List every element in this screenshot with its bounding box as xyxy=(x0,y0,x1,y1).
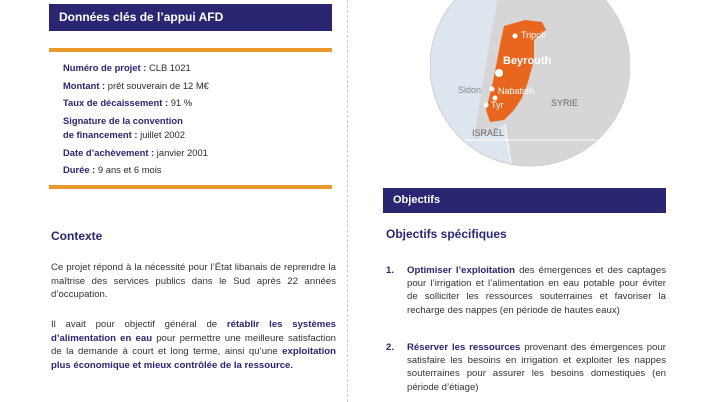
key-data-list xyxy=(63,61,323,181)
tripoli-dot xyxy=(513,34,518,39)
sidon-dot xyxy=(490,87,495,92)
bottom-orange-rule xyxy=(49,185,332,189)
label-syrie: SYRIE xyxy=(551,98,579,108)
label-nabatieh: Nabatieh xyxy=(498,86,535,96)
context-paragraph-1: Ce projet répond à la nécessité pour l’État libanais de reprendre la maîtrise des services publics dans le Sud après 22 années d’occupation. xyxy=(51,262,336,300)
label-sidon: Sidon xyxy=(458,85,482,95)
key-row-completion: Date d’achèvement : janvier 2001 xyxy=(63,146,208,158)
label-israel: ISRAËL xyxy=(472,128,505,138)
label-tripoli: Tripoli xyxy=(521,30,546,40)
objective-item-2: 2. Réserver les ressources provenant des émergences pour satisfaire les besoins en irrigation et exploiter les nappes souterraines pour assurer les besoins domestiques (en période d’étiage) xyxy=(386,342,666,393)
key-data-header: Données clés de l’appui AFD xyxy=(49,4,332,31)
key-row-duration: Durée : 9 ans et 6 mois xyxy=(63,164,162,175)
tyr-dot xyxy=(484,103,489,108)
key-row-signature: Signature de la convention de financement : juillet 2002 xyxy=(63,114,185,140)
beyrouth-dot xyxy=(495,69,503,77)
column-divider xyxy=(347,0,349,402)
objectives-subtitle: Objectifs spécifiques xyxy=(386,227,507,241)
top-orange-rule xyxy=(49,48,332,52)
lebanon-map xyxy=(430,0,630,170)
objective-item-1: 1. Optimiser l’exploitation des émergences et des captages pour l’irrigation et l’alimentation en eau potable pour éviter de solliciter les ressources souterraines et favoriser la recharge des nappes (en période de hautes eaux) xyxy=(386,265,666,316)
context-title: Contexte xyxy=(51,229,103,243)
label-tyr: Tyr xyxy=(491,100,504,110)
label-beyrouth: Beyrouth xyxy=(503,55,552,67)
key-row-disbursement: Taux de décaissement : 91 % xyxy=(63,97,193,108)
objectives-header: Objectifs xyxy=(383,188,666,213)
key-row-amount: Montant : prêt souverain de 12 M€ xyxy=(63,79,209,91)
context-paragraph-2: Il avait pour objectif général de rétablir les systèmes d’alimentation en eau pour permettre une meilleure satisfaction de la demande à court et long terme, ainsi qu’une exploitation plus économique et mieux contrôlée de la ressource. xyxy=(51,319,336,371)
key-row-project-number: Numéro de projet : CLB 1021 xyxy=(63,62,191,73)
